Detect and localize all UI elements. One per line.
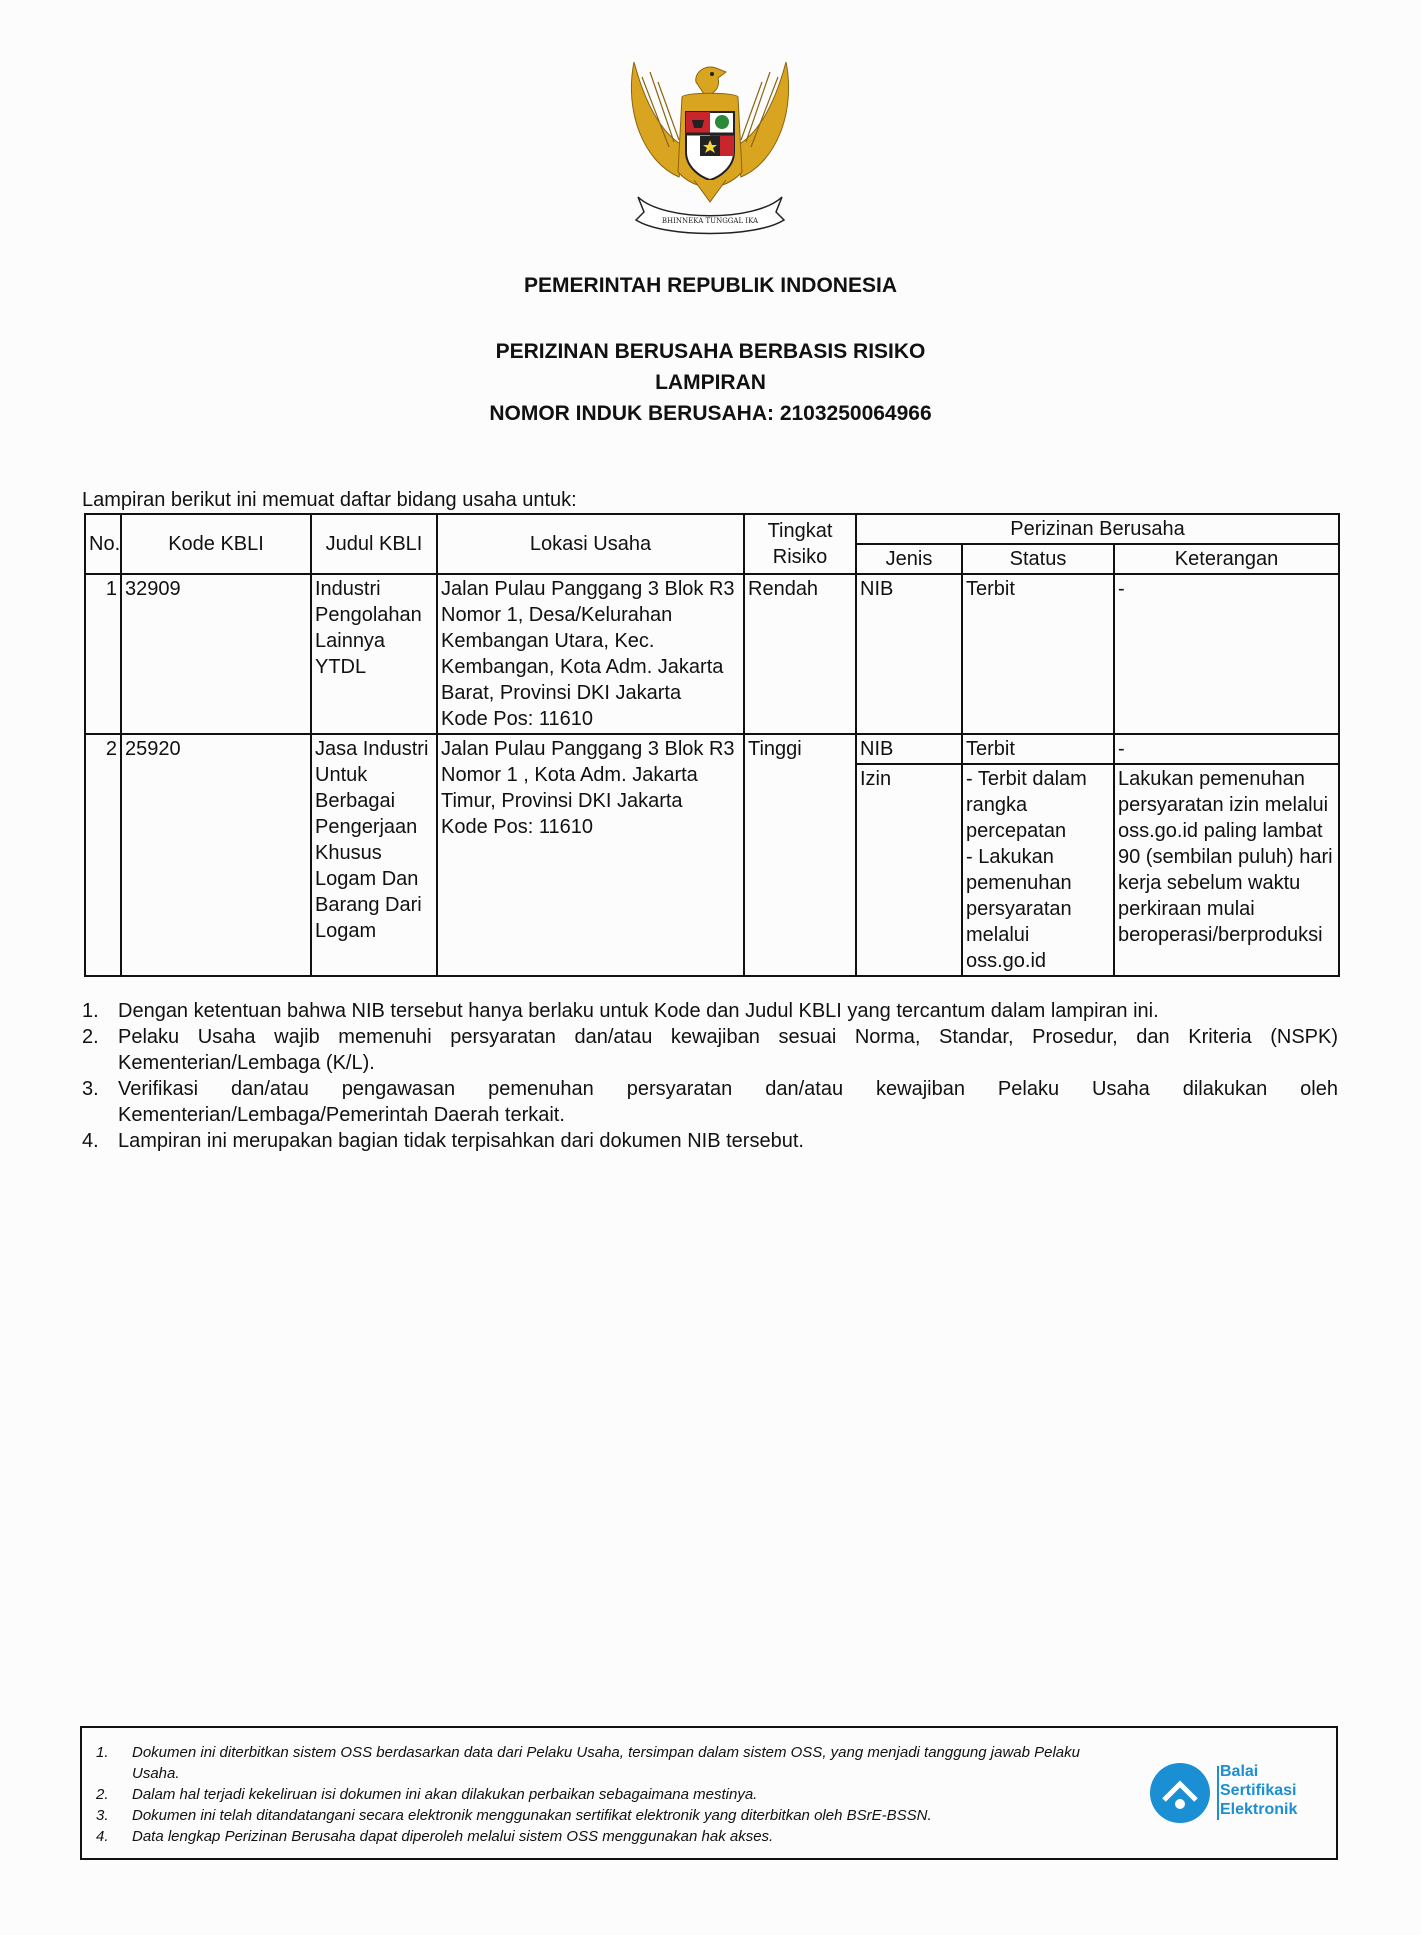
note-text: Dengan ketentuan bahwa NIB tersebut hanya berlaku untuk Kode dan Judul KBLI yang tercantum dalam lampiran ini. (118, 1000, 1159, 1022)
list-item (96, 1784, 1116, 1805)
footer-box (80, 1726, 1338, 1860)
list-item (82, 1024, 1338, 1076)
footer-note-number: 4. (96, 1828, 109, 1845)
note-text: Verifikasi dan/atau pengawasan pemenuhan persyaratan dan/atau kewajiban Pelaku Usaha dilakukan oleh Kementerian/Lembaga/Pemerintah Daerah terkait. (118, 1078, 1338, 1126)
row-judul-kbli: Industri Pengolahan Lainnya YTDL (311, 574, 437, 734)
bsre-logo-line: Balai (1220, 1763, 1259, 1780)
garuda-pancasila-emblem (624, 52, 796, 240)
row-jenis: Izin (856, 764, 962, 976)
government-heading: PEMERINTAH REPUBLIK INDONESIA (524, 274, 897, 297)
row-status-line: - Lakukan pemenuhan persyaratan melalui oss.go.id (966, 846, 1072, 972)
bsre-logo-line: Elektronik (1220, 1801, 1298, 1818)
bsre-logo-line: Sertifikasi (1220, 1782, 1297, 1799)
kbli-table (84, 513, 1340, 977)
list-item (96, 1742, 1116, 1784)
row-lokasi-alamat: Jalan Pulau Panggang 3 Blok R3 Nomor 1, Desa/Kelurahan Kembangan Utara, Kec. Kembangan, Kota Adm. Jakarta Barat, Provinsi DKI Jakarta (441, 578, 735, 704)
list-item (96, 1826, 1116, 1847)
list-item (96, 1805, 1116, 1826)
row-kode-kbli: 25920 (121, 734, 311, 976)
row-lokasi-usaha (437, 574, 744, 734)
header-status: Status (962, 544, 1114, 574)
header-perizinan-berusaha: Perizinan Berusaha (856, 514, 1339, 544)
table-header-row (85, 514, 1339, 544)
row-lokasi-usaha (437, 734, 744, 976)
list-item (82, 1128, 1338, 1154)
footer-note-text: Dokumen ini diterbitkan sistem OSS berdasarkan data dari Pelaku Usaha, tersimpan dalam sistem OSS, yang menjadi tanggung jawab Pelaku Usaha. (132, 1744, 1080, 1782)
footer-note-number: 1. (96, 1744, 109, 1761)
document-title-block (0, 336, 1421, 429)
footer-note-number: 3. (96, 1807, 109, 1824)
row-status: Terbit (962, 574, 1114, 734)
footer-notes (96, 1742, 1116, 1847)
footer-note-text: Dalam hal terjadi kekeliruan isi dokumen ini akan dilakukan perbaikan sebagaimana mestinya. (132, 1786, 758, 1803)
row-kode-pos: Kode Pos: 11610 (441, 816, 593, 838)
note-number: 1. (82, 1000, 99, 1022)
header-kode-kbli: Kode KBLI (121, 514, 311, 574)
row-status: Terbit (962, 734, 1114, 764)
document-subtitle: LAMPIRAN (655, 371, 766, 394)
notes-list (82, 998, 1338, 1154)
list-item (82, 998, 1338, 1024)
footer-note-number: 2. (96, 1786, 109, 1803)
note-number: 3. (82, 1078, 99, 1100)
row-tingkat-risiko: Tinggi (744, 734, 856, 976)
note-number: 4. (82, 1130, 99, 1152)
row-keterangan: Lakukan pemenuhan persyaratan izin melalui oss.go.id paling lambat 90 (sembilan puluh) hari kerja sebelum waktu perkiraan mulai beroperasi/berproduksi (1114, 764, 1339, 976)
header-judul-kbli: Judul KBLI (311, 514, 437, 574)
row-keterangan: - (1114, 574, 1339, 734)
bsre-logo-text (1220, 1762, 1297, 1819)
row-kode-kbli: 32909 (121, 574, 311, 734)
header-jenis: Jenis (856, 544, 962, 574)
row-jenis: NIB (856, 574, 962, 734)
note-text: Pelaku Usaha wajib memenuhi persyaratan dan/atau kewajiban sesuai Norma, Standar, Prosedur, dan Kriteria (NSPK) Kementerian/Lembaga (K/L). (118, 1026, 1338, 1074)
intro-text: Lampiran berikut ini memuat daftar bidang usaha untuk: (82, 489, 577, 511)
header-no: No. (85, 514, 121, 574)
footer-note-text: Dokumen ini telah ditandatangani secara elektronik menggunakan sertifikat elektronik yang diterbitkan oleh BSrE-BSSN. (132, 1807, 932, 1824)
document-title: PERIZINAN BERUSAHA BERBASIS RISIKO (495, 340, 926, 363)
header-keterangan: Keterangan (1114, 544, 1339, 574)
note-number: 2. (82, 1026, 99, 1048)
emblem-motto: BHINNEKA TUNGGAL IKA (661, 217, 759, 225)
table-row (85, 734, 1339, 764)
row-lokasi-alamat: Jalan Pulau Panggang 3 Blok R3 Nomor 1 , Kota Adm. Jakarta Timur, Provinsi DKI Jakarta (441, 738, 735, 812)
row-no: 1 (85, 574, 121, 734)
row-status (962, 764, 1114, 976)
header-tingkat-risiko: Tingkat Risiko (744, 514, 856, 574)
list-item (82, 1076, 1338, 1128)
row-status-line: - Terbit dalam rangka percepatan (966, 768, 1087, 842)
header-lokasi-usaha: Lokasi Usaha (437, 514, 744, 574)
table-row (85, 574, 1339, 734)
row-no: 2 (85, 734, 121, 976)
row-kode-pos: Kode Pos: 11610 (441, 708, 593, 730)
row-keterangan: - (1114, 734, 1339, 764)
row-tingkat-risiko: Rendah (744, 574, 856, 734)
nib-number: NOMOR INDUK BERUSAHA: 2103250064966 (489, 402, 932, 425)
row-judul-kbli: Jasa Industri Untuk Berbagai Pengerjaan Khusus Logam Dan Barang Dari Logam (311, 734, 437, 976)
footer-note-text: Data lengkap Perizinan Berusaha dapat diperoleh melalui sistem OSS menggunakan hak akses. (132, 1828, 774, 1845)
note-text: Lampiran ini merupakan bagian tidak terpisahkan dari dokumen NIB tersebut. (118, 1130, 804, 1152)
row-jenis: NIB (856, 734, 962, 764)
